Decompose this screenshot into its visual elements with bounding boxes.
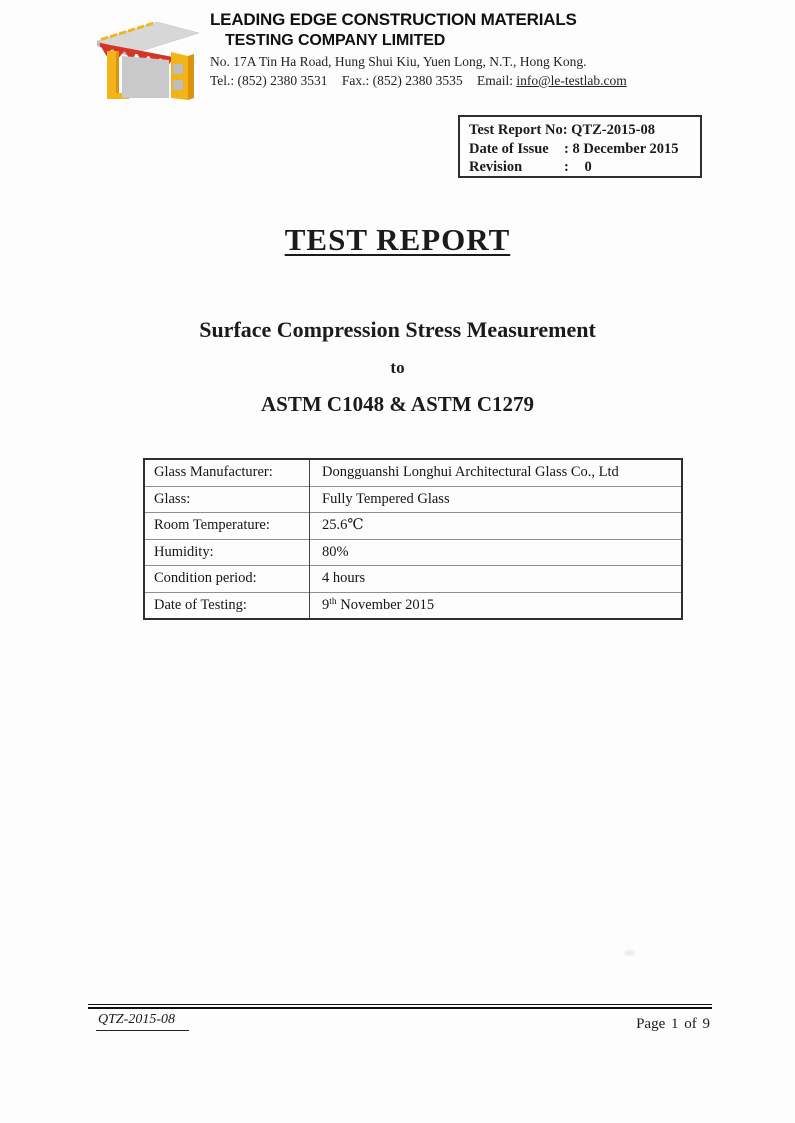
row-label: Glass:	[144, 486, 310, 513]
page-title	[0, 222, 795, 258]
table-row-humidity	[144, 539, 682, 566]
company-fax: Fax.: (852) 2380 3535	[341, 73, 463, 88]
revision-colon: :	[564, 159, 569, 175]
scan-artifact	[624, 950, 635, 956]
table-row-room-temperature	[144, 513, 682, 540]
issue-date-label: Date of Issue	[469, 140, 549, 157]
issue-date-colon: :	[564, 140, 569, 157]
row-label: Date of Testing:	[144, 592, 310, 619]
report-number-value: QTZ-2015-08	[571, 122, 655, 138]
row-value: 4 hours	[310, 566, 683, 593]
company-name-line1: LEADING EDGE CONSTRUCTION MATERIALS	[210, 10, 577, 29]
company-email-label: Email:	[477, 73, 514, 88]
issue-date-row	[469, 140, 691, 159]
revision-label: Revision	[469, 159, 523, 175]
row-label: Room Temperature:	[144, 513, 310, 540]
row-value: 80%	[310, 539, 683, 566]
row-label: Condition period:	[144, 566, 310, 593]
subject-connector: to	[390, 358, 405, 377]
footer-rule	[88, 1004, 712, 1009]
row-value: 25.6℃	[310, 513, 683, 540]
company-logo-icon	[95, 14, 201, 102]
report-number-label: Test Report No:	[469, 122, 568, 138]
report-subject: Surface Compression Stress Measurement	[199, 317, 596, 342]
footer-doc-number: QTZ-2015-08	[96, 1012, 189, 1031]
test-standards: ASTM C1048 & ASTM C1279	[260, 392, 534, 416]
company-address: No. 17A Tin Ha Road, Hung Shui Kiu, Yuen Long, N.T., Hong Kong.	[210, 54, 587, 69]
company-tel: Tel.: (852) 2380 3531	[210, 73, 328, 88]
revision-value: 0	[584, 159, 592, 175]
table-row-glass	[144, 486, 682, 513]
table-row-condition-period	[144, 566, 682, 593]
letterhead	[210, 10, 627, 89]
page-title-text: TEST REPORT	[284, 222, 511, 257]
revision-row	[469, 158, 691, 177]
row-label: Humidity:	[144, 539, 310, 566]
row-value	[310, 592, 683, 619]
testing-month-year: November 2015	[336, 596, 435, 613]
footer-page-number: Page 1 of 9	[636, 1016, 710, 1032]
company-contact-line	[210, 73, 627, 89]
table-row-glass-manufacturer	[144, 459, 682, 486]
issue-date-value: 8 December 2015	[572, 140, 679, 157]
company-email: info@le-testlab.com	[516, 73, 627, 88]
testing-day: 9	[322, 596, 330, 613]
report-number-row	[469, 121, 691, 140]
specimen-info-table	[143, 458, 683, 620]
company-name-line2: TESTING COMPANY LIMITED	[225, 32, 446, 49]
row-label: Glass Manufacturer:	[144, 459, 310, 486]
row-value: Dongguanshi Longhui Architectural Glass Co., Ltd	[322, 464, 619, 481]
testing-day-ordinal: th	[329, 596, 337, 607]
report-info-box	[458, 115, 702, 178]
table-row-date-of-testing	[144, 592, 682, 619]
row-value: Fully Tempered Glass	[310, 486, 683, 513]
